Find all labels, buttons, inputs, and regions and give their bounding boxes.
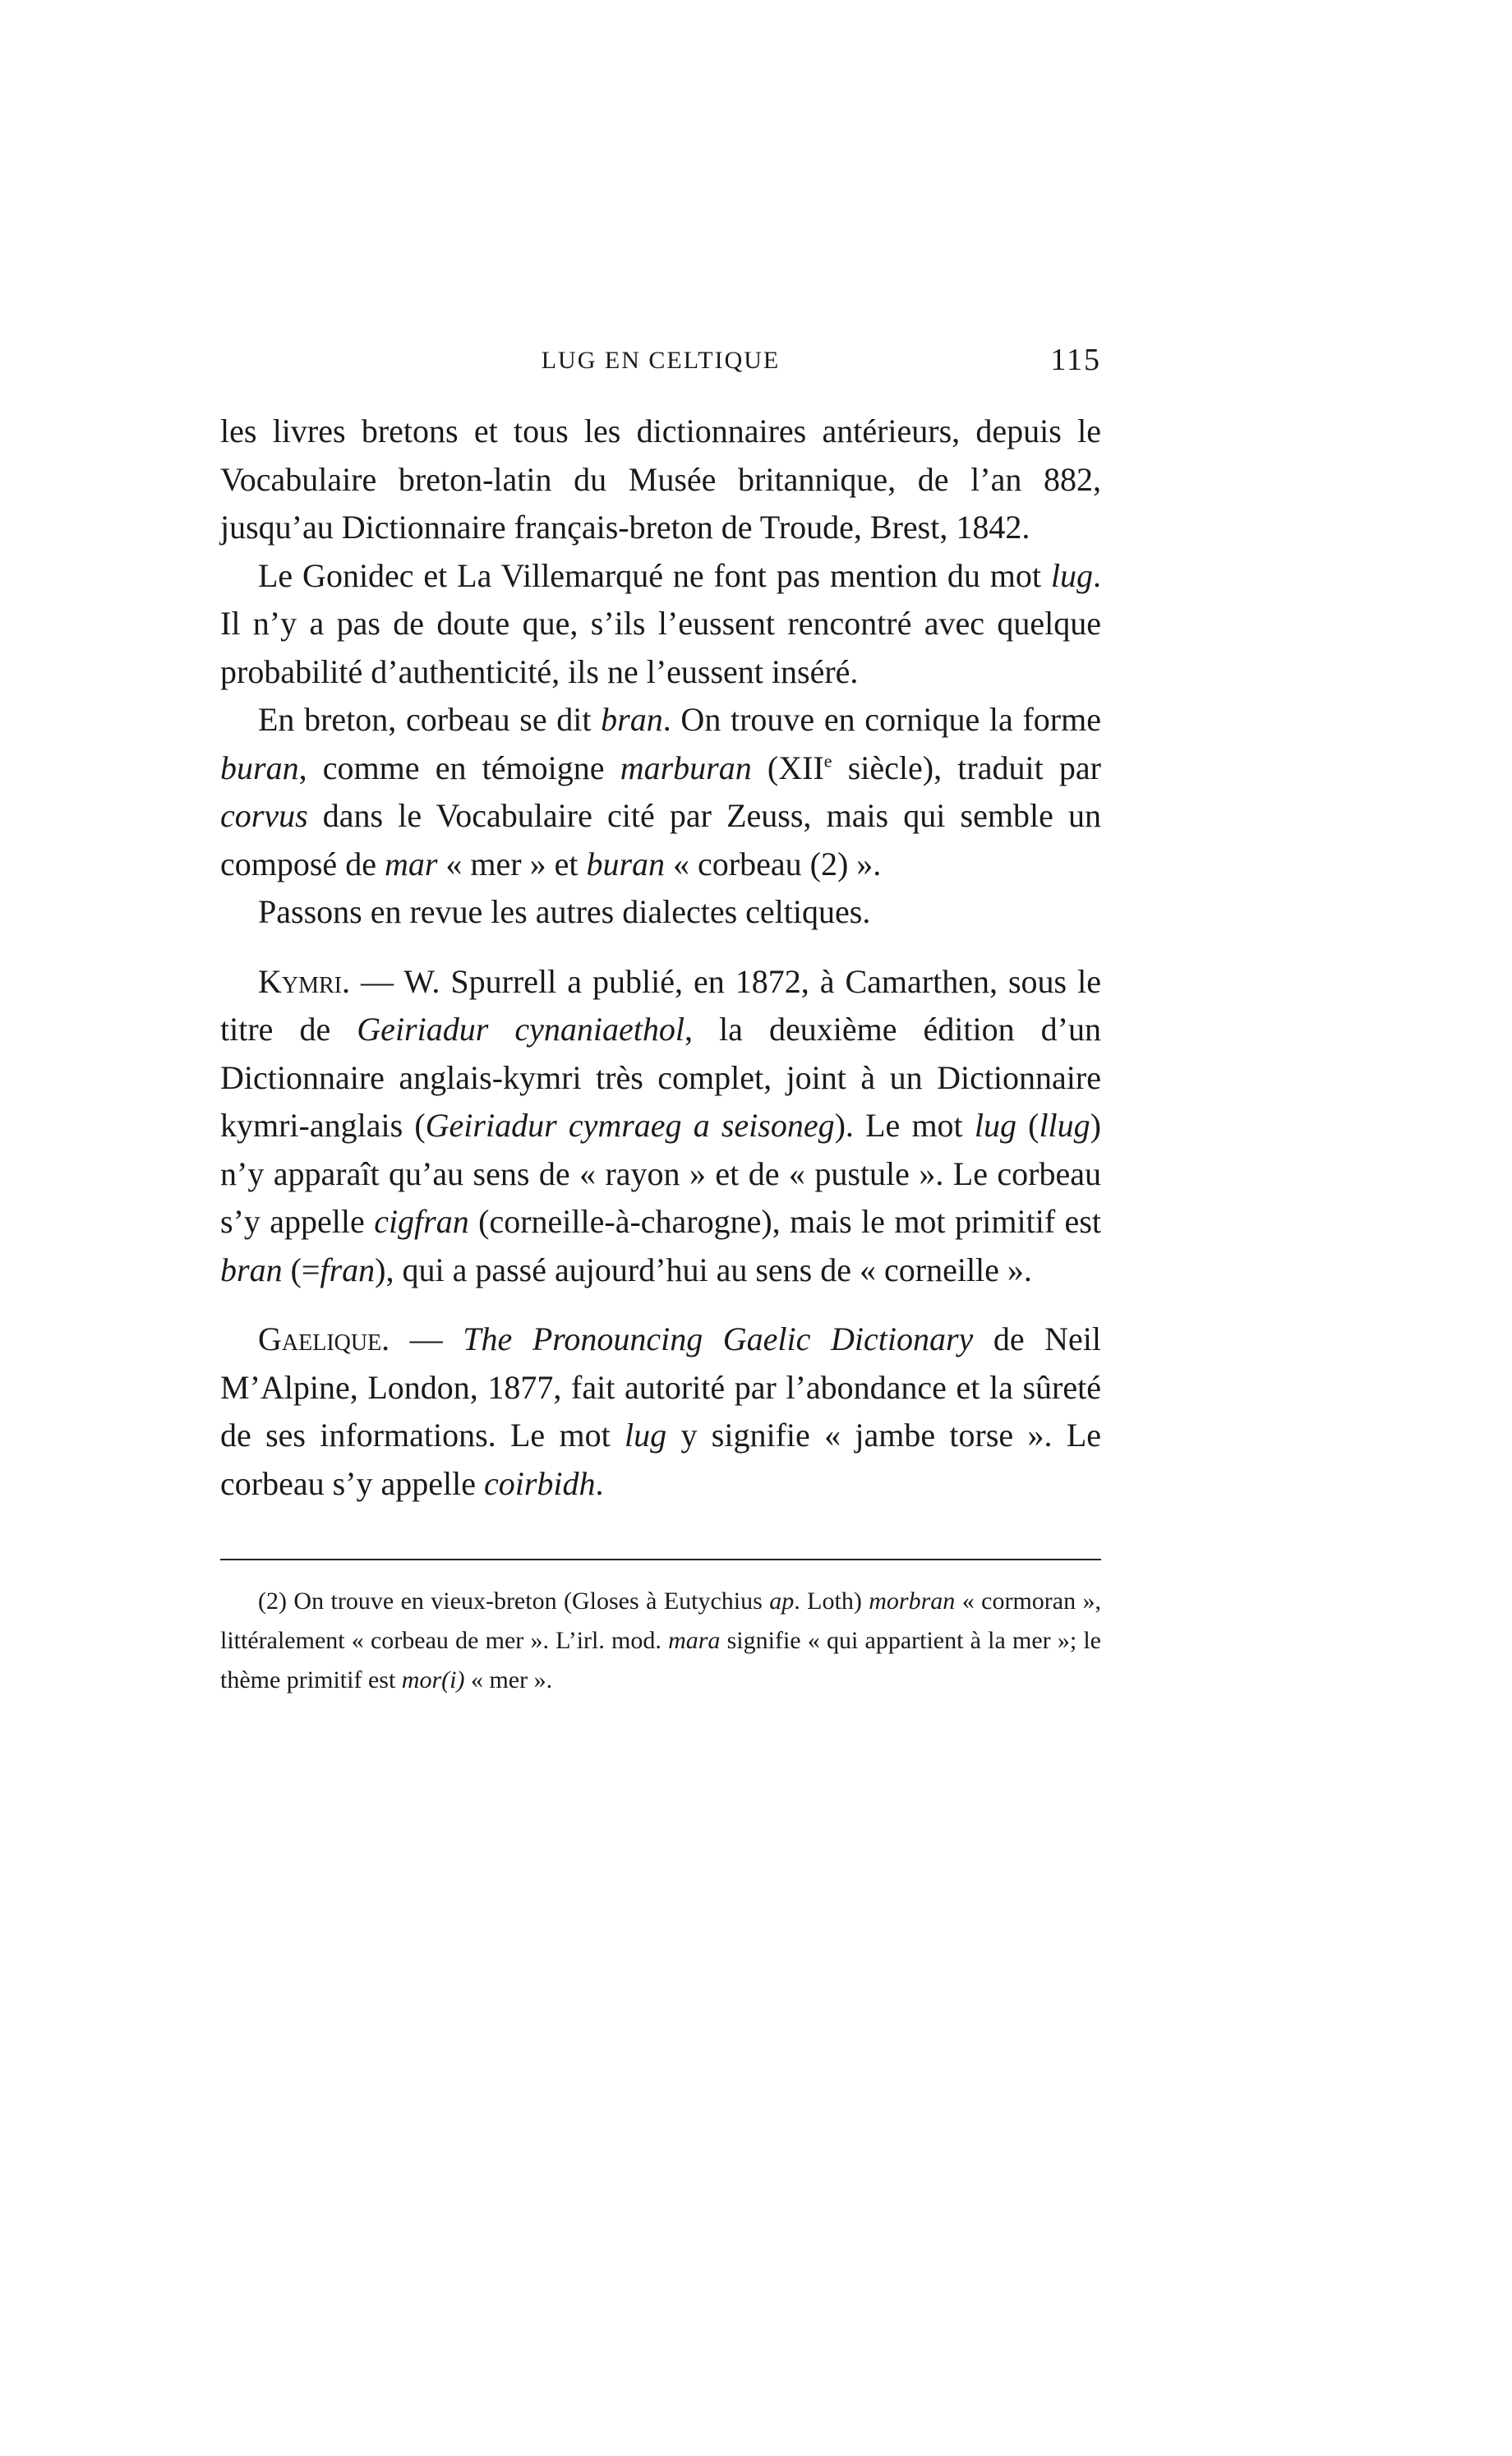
term-buran-2: buran — [586, 845, 666, 882]
term-bran: bran — [220, 1251, 283, 1288]
section-kymri: Kymri. — W. Spurrell a publié, en 1872, à Camarthen, sous le titre de Geiriadur cynaniaethol, la deuxième édition d’un Dictionnaire anglais-kymri très complet, joint à un Dictionnaire kymri-anglais (Geiriadur cymraeg a seisoneg). Le mot lug (llug) n’y apparaît qu’au sens de « rayon » et de « pustule ». Le corbeau s’y appelle cigfran (corneille-à-charogne), mais le mot primitif est bran (=fran), qui a passé aujourd’hui au sens de « corneille ». — [220, 962, 1101, 1288]
paragraph-2: Le Gonidec et La Villemarqué ne font pas mention du mot lug. Il n’y a pas de doute que, s’ils l’eussent rencontré avec quelque probabilité d’authenticité, ils ne l’eussent inséré. — [220, 556, 1101, 690]
running-head — [220, 337, 1101, 386]
section-label-gaelique: Gaelique. — [258, 1320, 390, 1357]
book-page — [220, 337, 1101, 1700]
term-morbran: morbran — [869, 1587, 956, 1615]
term-fran: fran — [320, 1251, 376, 1288]
term-mar: mar — [384, 845, 438, 882]
century-superscript: e — [823, 750, 832, 772]
title-geiriadur-cymraeg: Geiriadur cymraeg a seisoneg — [425, 1107, 835, 1144]
paragraph-1: les livres bretons et tous les dictionnaires antérieurs, depuis le Vocabulaire breton-latin du Musée britannique, de l’an 882, jusqu’au Dictionnaire français-breton de Troude, Brest, 1842. — [220, 412, 1101, 546]
term-marburan: marburan — [620, 749, 752, 786]
term-mara: mara — [668, 1627, 721, 1654]
title-geiriadur-cynaniaethol: Geiriadur cynaniaethol — [357, 1011, 685, 1048]
running-title: LUG EN CELTIQUE — [541, 347, 781, 374]
footnotes — [220, 1582, 1101, 1700]
term-lug: lug — [974, 1107, 1016, 1144]
body-text — [220, 408, 1101, 1508]
term-coirbidh: coirbidh — [483, 1464, 596, 1502]
term-lug: lug — [625, 1417, 667, 1454]
footnote-2: (2) On trouve en vieux-breton (Gloses à Eutychius ap. Loth) morbran « cormoran », littéralement « corbeau de mer ». L’irl. mod. mara signifie « qui appartient à la mer »; le thème primitif est mor(i) « mer ». — [220, 1587, 1102, 1693]
title-gaelic-dictionary: The Pronouncing Gaelic Dictionary — [463, 1320, 974, 1357]
section-gaelique: Gaelique. — The Pronouncing Gaelic Dictionary de Neil M’Alpine, London, 1877, fait autorité par l’abondance et la sûreté de ses informations. Le mot lug y signifie « jambe torse ». Le corbeau s’y appelle coirbidh. — [220, 1320, 1101, 1502]
term-cigfran: cigfran — [374, 1203, 469, 1240]
term-corvus: corvus — [220, 797, 308, 834]
paragraph-3: En breton, corbeau se dit bran. On trouve en cornique la forme buran, comme en témoigne marburan (XIIe siècle), traduit par corvus dans le Vocabulaire cité par Zeuss, mais qui semble un composé de mar « mer » et buran « corbeau (2) ». — [220, 701, 1101, 882]
term-llug: llug — [1039, 1107, 1090, 1144]
footnote-rule — [220, 1559, 1101, 1560]
paragraph-4: Passons en revue les autres dialectes celtiques. — [258, 893, 871, 930]
term-mori: mor(i) — [401, 1666, 465, 1693]
term-bran: bran — [601, 701, 663, 738]
page-number: 115 — [1050, 343, 1101, 377]
section-label-kymri: Kymri. — [258, 962, 351, 1000]
term-buran: buran — [220, 749, 299, 786]
term-lug: lug — [1050, 556, 1093, 594]
term-ap: ap — [769, 1587, 795, 1615]
century-numeral: XII — [778, 749, 824, 786]
